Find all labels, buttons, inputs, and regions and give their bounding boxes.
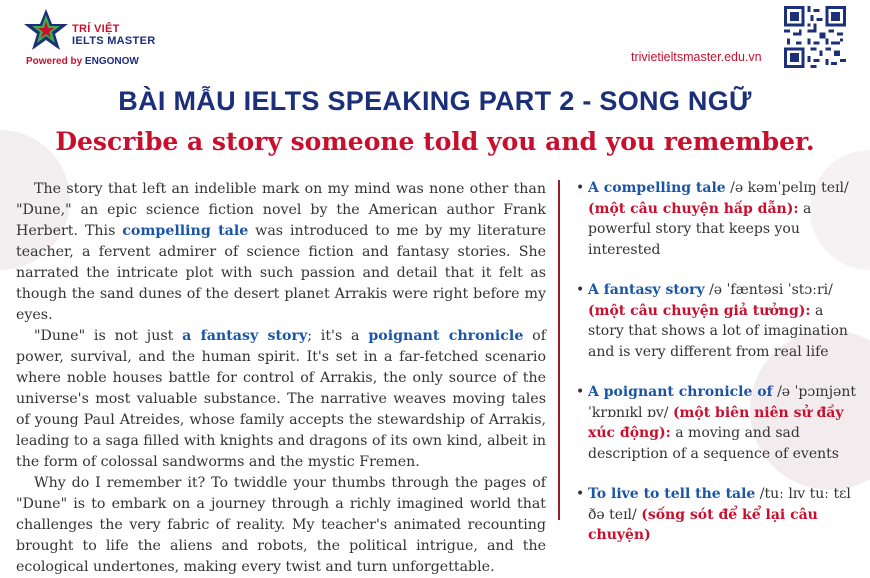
brand-name-line1: TRÍ VIỆT <box>72 23 120 35</box>
keyword-fantasy-story: a fantasy story <box>182 328 308 344</box>
page-subtitle: Describe a story someone told you and you remember. <box>55 127 815 156</box>
essay-paragraph-1 <box>16 179 546 326</box>
text-segment: ; it's a <box>307 328 369 344</box>
qr-code-icon[interactable] <box>784 6 846 68</box>
vocab-definition: a powerful story that keeps you interested <box>588 200 812 258</box>
vocab-term: A compelling tale <box>588 180 726 196</box>
powered-brand: ENGONOW <box>84 56 139 67</box>
vocab-item <box>576 280 856 362</box>
essay-paragraph-2 <box>16 326 546 473</box>
text-segment: "Dune" is not just <box>34 328 183 344</box>
essay-paragraph-3: Why do I remember it? To twiddle your thumbs through the pages of "Dune" is to embark on a journey through a richly imagined world that challenges the very fabric of reality. My teacher's animated recounting brought to life the aliens and robots, the political intrigue, and the ecological undertones, making every twist and turn unforgettable. <box>16 475 546 575</box>
text-segment: was introduced to me by my literature teacher, a fervent admirer of science fiction and fantasy stories. She narrated the intricate plot with such passion and detail that it felt as though the sand dunes of the desert planet Arrakis were right before my eyes. <box>16 223 546 323</box>
vocab-term: A fantasy story <box>588 282 705 298</box>
vocab-ipa: /ə ˈpɔɪnjənt ˈkrɒnɪkl ɒv/ <box>588 384 856 421</box>
keyword-compelling-tale: compelling tale <box>122 223 249 239</box>
vocab-ipa: /ə ˈfæntəsi ˈstɔːri/ <box>704 282 833 298</box>
star-logo-icon <box>22 7 70 53</box>
keyword-poignant-chronicle: poignant chronicle <box>368 328 524 344</box>
column-divider <box>558 180 560 520</box>
vocab-item <box>576 484 856 546</box>
vocab-translation: (sống sót để kể lại câu chuyện) <box>588 506 818 543</box>
vocab-ipa: /ə kəmˈpelɪŋ teɪl/ <box>725 180 849 196</box>
vocab-term: A poignant chronicle of <box>588 384 773 400</box>
vocab-definition: a moving and sad description of a sequence of events <box>588 425 839 462</box>
vocab-item <box>576 178 856 260</box>
brand-name-line2: IELTS MASTER <box>72 35 156 47</box>
vocabulary-list <box>576 178 856 546</box>
vocab-item <box>576 382 856 464</box>
brand-logo[interactable] <box>22 7 192 71</box>
vocab-translation: (một biên niên sử đầy xúc động): <box>588 404 844 441</box>
essay-body <box>16 179 546 578</box>
vocab-definition: a story that shows a lot of imagination and is very different from real life <box>588 302 848 360</box>
vocab-translation: (một câu chuyện giả tưởng): <box>588 302 811 319</box>
powered-by <box>26 56 139 67</box>
powered-prefix: Powered by <box>26 56 83 67</box>
vocab-term: To live to tell the tale <box>588 486 756 502</box>
vocab-ipa: /tuː lɪv tuː tɛl ðə teɪl/ <box>588 486 851 523</box>
vocab-translation: (một câu chuyện hấp dẫn): <box>588 200 799 217</box>
website-link[interactable]: trivietieltsmaster.edu.vn <box>631 50 762 64</box>
page-title: BÀI MẪU IELTS SPEAKING PART 2 - SONG NGỮ <box>118 86 752 116</box>
text-segment: of power, survival, and the human spirit. It's set in a far-fetched scenario where noble houses battle for control of Arrakis, the only source of the universe's most valuable substance. The narrative weaves moving tales of young Paul Atreides, whose family accepts the stewardship of Arrakis, leading to a saga filled with knights and dragons of its own kind, albeit in the form of colossal sandworms and the mystic Fremen. <box>16 328 546 470</box>
text-segment: The story that left an indelible mark on my mind was none other than "Dune," an epic science fiction novel by the American author Frank Herbert. This <box>16 181 546 239</box>
